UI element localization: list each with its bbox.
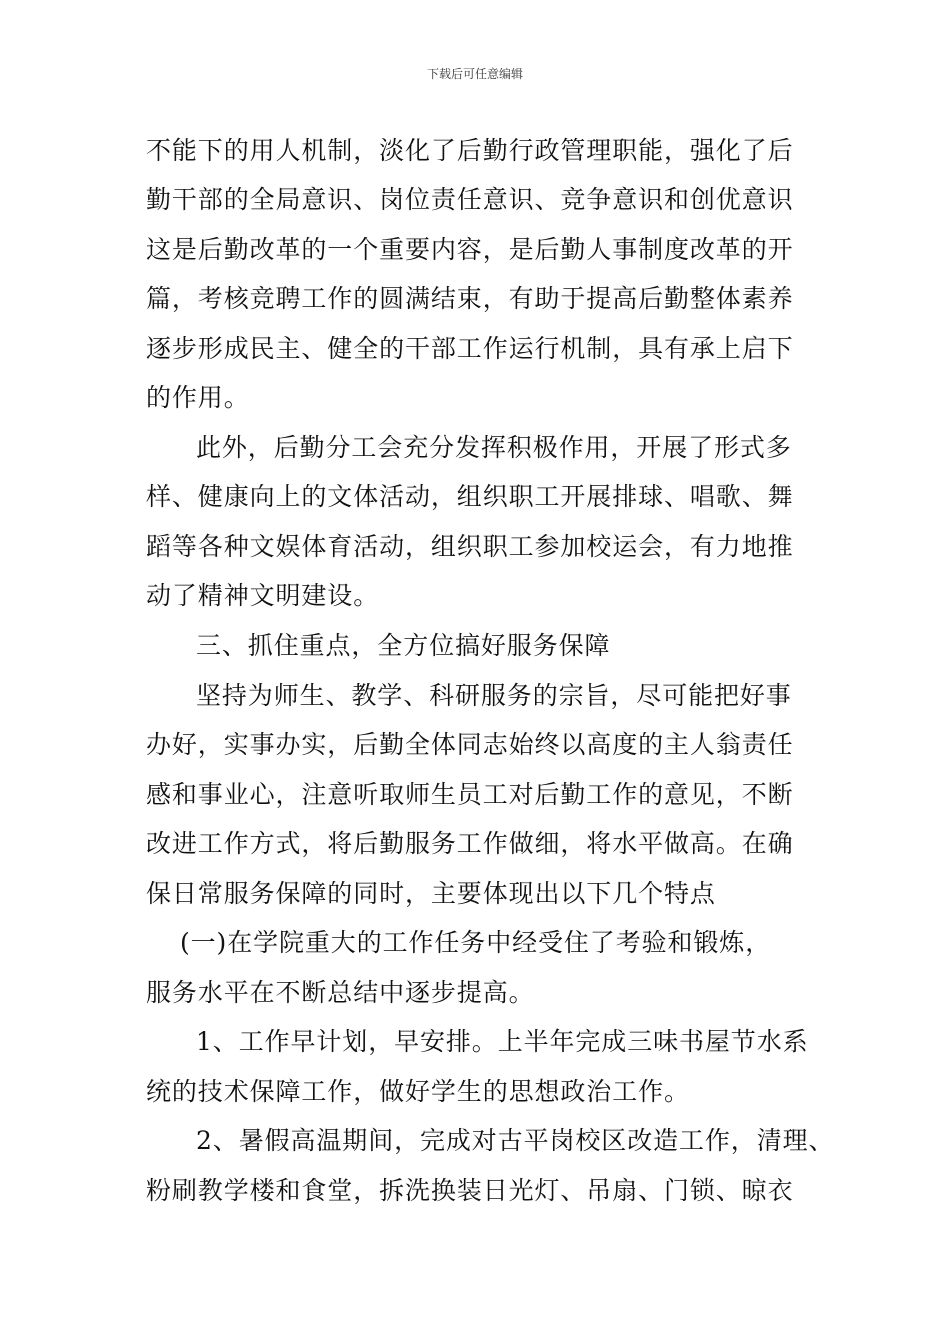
text-line: 这是后勤改革的一个重要内容，是后勤人事制度改革的开: [146, 235, 794, 264]
text-line: 统的技术保障工作，做好学生的思想政治工作。: [146, 1077, 690, 1106]
text-line: 保日常服务保障的同时，主要体现出以下几个特点: [146, 879, 716, 908]
page-header: 下载后可任意编辑: [426, 67, 523, 81]
text-line: 不能下的用人机制，淡化了后勤行政管理职能，强化了后: [146, 136, 794, 165]
text-line: 服务水平在不断总结中逐步提高。: [146, 978, 535, 1007]
text-line: 勤干部的全局意识、岗位责任意识、竞争意识和创优意识: [146, 185, 794, 214]
text-line: (一)在学院重大的工作任务中经受住了考验和锻炼，: [180, 928, 772, 957]
text-line: 篇，考核竞聘工作的圆满结束，有助于提高后勤整体素养: [146, 284, 794, 313]
text-line: 蹈等各种文娱体育活动，组织职工参加校运会，有力地推: [146, 532, 794, 561]
text-line: 粉刷教学楼和食堂，拆洗换装日光灯、吊扇、门锁、晾衣: [146, 1176, 794, 1205]
text-line: 样、健康向上的文体活动，组织职工开展排球、唱歌、舞: [146, 482, 794, 511]
section-heading: 三、抓住重点，全方位搞好服务保障: [196, 631, 611, 660]
text-line: 2、暑假高温期间，完成对古平岗校区改造工作，清理、: [196, 1126, 835, 1155]
text-line: 坚持为师生、教学、科研服务的宗旨，尽可能把好事: [196, 681, 792, 710]
text-line: 1、工作早计划，早安排。上半年完成三味书屋节水系: [196, 1027, 809, 1056]
text-line: 此外，后勤分工会充分发挥积极作用，开展了形式多: [196, 433, 792, 462]
text-line: 感和事业心，注意听取师生员工对后勤工作的意见，不断: [146, 780, 794, 809]
text-line: 办好，实事办实，后勤全体同志始终以高度的主人翁责任: [146, 730, 794, 759]
text-line: 动了精神文明建设。: [146, 581, 380, 610]
text-line: 改进工作方式，将后勤服务工作做细，将水平做高。在确: [146, 829, 794, 858]
text-line: 逐步形成民主、健全的干部工作运行机制，具有承上启下: [146, 334, 794, 363]
text-line: 的作用。: [146, 383, 250, 412]
